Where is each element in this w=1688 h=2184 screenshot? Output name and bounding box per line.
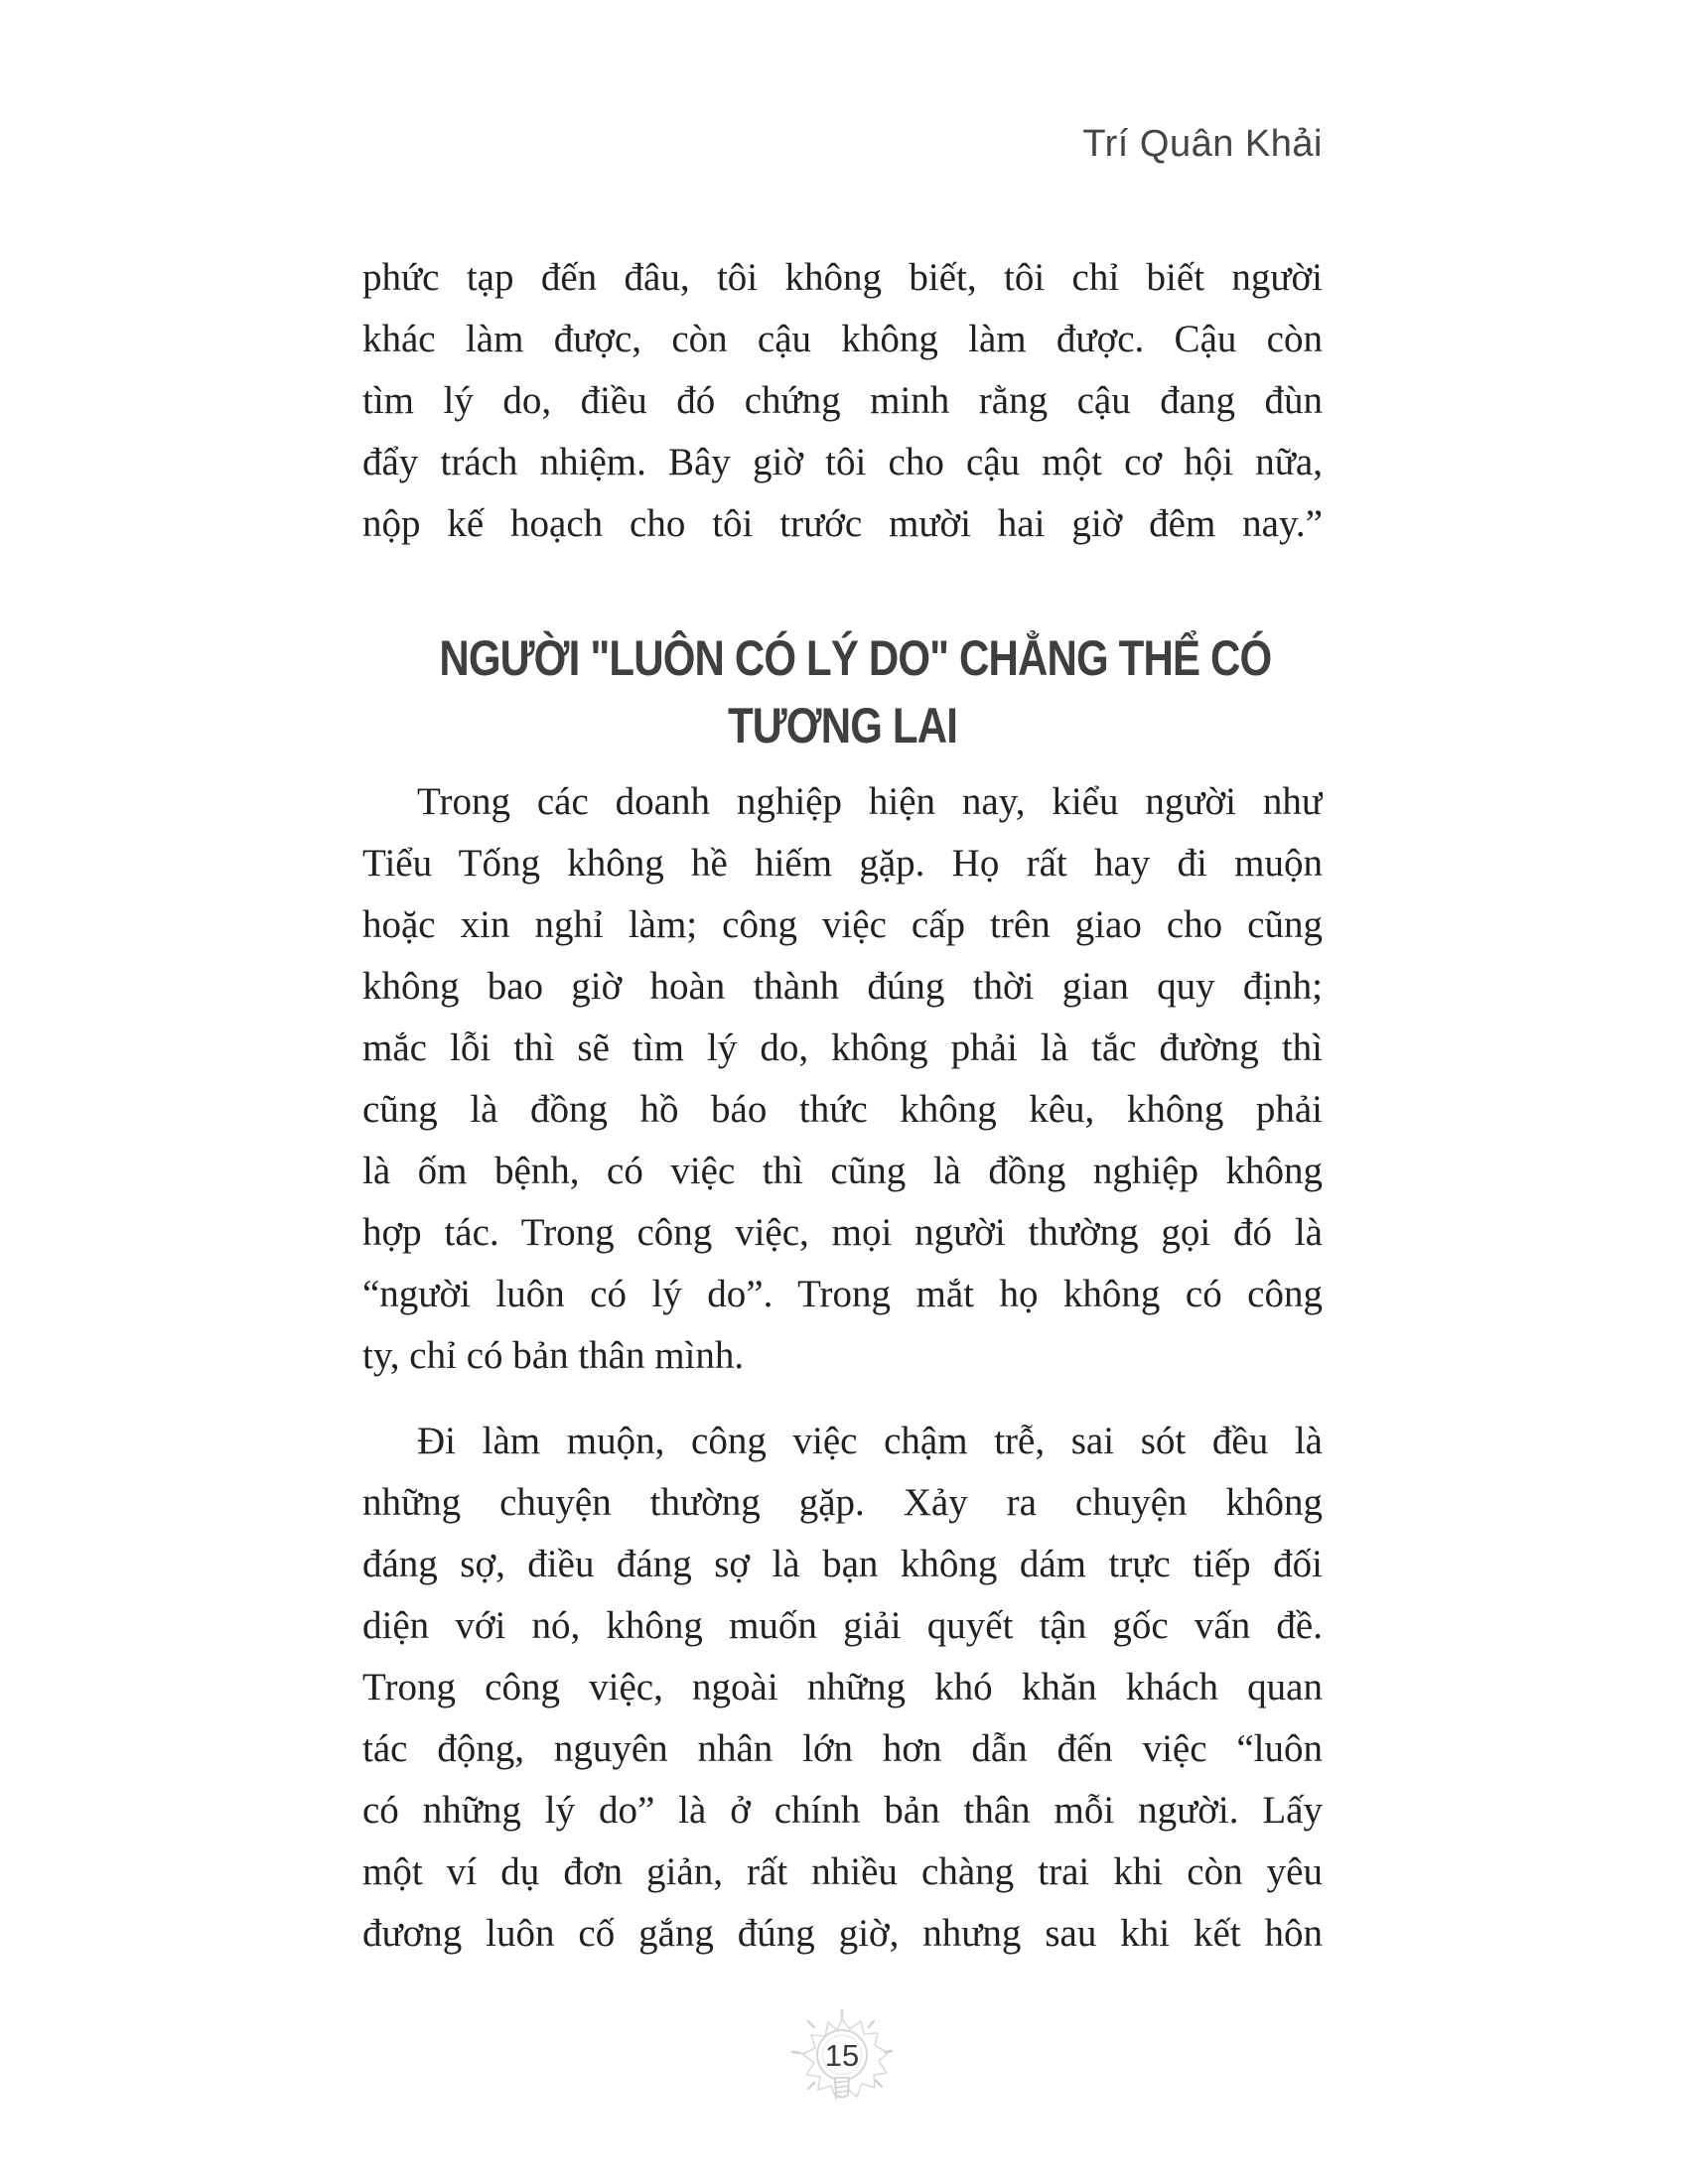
text-line: tác động, nguyên nhân lớn hơn dẫn đến việc “luôn (362, 1727, 1323, 1770)
text-line: ty, chỉ có bản thân mình. (362, 1334, 745, 1377)
text-line: đẩy trách nhiệm. Bây giờ tôi cho cậu một cơ hội nữa, (362, 441, 1323, 483)
text-line: diện với nó, không muốn giải quyết tận gốc vấn đề. (362, 1604, 1323, 1647)
paragraph-1 (362, 247, 1323, 555)
section-heading (362, 624, 1323, 759)
text-line: hợp tác. Trong công việc, mọi người thường gọi đó là (362, 1211, 1323, 1254)
text-line: hoặc xin nghỉ làm; công việc cấp trên giao cho cũng (362, 903, 1323, 946)
text-line: nộp kế hoạch cho tôi trước mười hai giờ đêm nay.” (362, 502, 1323, 545)
text-line: “người luôn có lý do”. Trong mắt họ không có công (362, 1273, 1323, 1315)
text-line: cũng là đồng hồ báo thức không kêu, không phải (362, 1088, 1323, 1131)
text-line: những chuyện thường gặp. Xảy ra chuyện không (362, 1481, 1323, 1524)
section-heading-line: TƯƠNG LAI (727, 698, 958, 753)
section-heading-line: NGƯỜI "LUÔN CÓ LÝ DO" CHẲNG THỂ CÓ (439, 630, 1272, 686)
text-line: tìm lý do, điều đó chứng minh rằng cậu đang đùn (362, 379, 1323, 422)
text-line: phức tạp đến đâu, tôi không biết, tôi chỉ biết người (362, 256, 1323, 299)
text-line: không bao giờ hoàn thành đúng thời gian quy định; (362, 965, 1323, 1008)
text-line: khác làm được, còn cậu không làm được. Cậu còn (362, 318, 1323, 360)
paragraph-2 (362, 771, 1323, 1387)
text-line: là ốm bệnh, có việc thì cũng là đồng nghiệp không (362, 1150, 1323, 1192)
text-line: đáng sợ, điều đáng sợ là bạn không dám trực tiếp đối (362, 1543, 1323, 1585)
text-line: có những lý do” là ở chính bản thân mỗi người. Lấy (362, 1789, 1323, 1832)
text-line: Trong công việc, ngoài những khó khăn khách quan (362, 1666, 1323, 1708)
text-line: một ví dụ đơn giản, rất nhiều chàng trai khi còn yêu (362, 1850, 1323, 1893)
text-line: Đi làm muộn, công việc chậm trễ, sai sót đều là (417, 1420, 1323, 1462)
page-number: 15 (824, 2038, 860, 2073)
text-line: đương luôn cố gắng đúng giờ, nhưng sau khi kết hôn (362, 1912, 1323, 1955)
running-head-author: Trí Quân Khải (1082, 123, 1323, 165)
text-line: mắc lỗi thì sẽ tìm lý do, không phải là tắc đường thì (362, 1026, 1323, 1069)
paragraph-3 (362, 1411, 1323, 1965)
text-line: Trong các doanh nghiệp hiện nay, kiểu người như (417, 780, 1323, 823)
text-line: Tiểu Tống không hề hiếm gặp. Họ rất hay đi muộn (362, 842, 1323, 885)
